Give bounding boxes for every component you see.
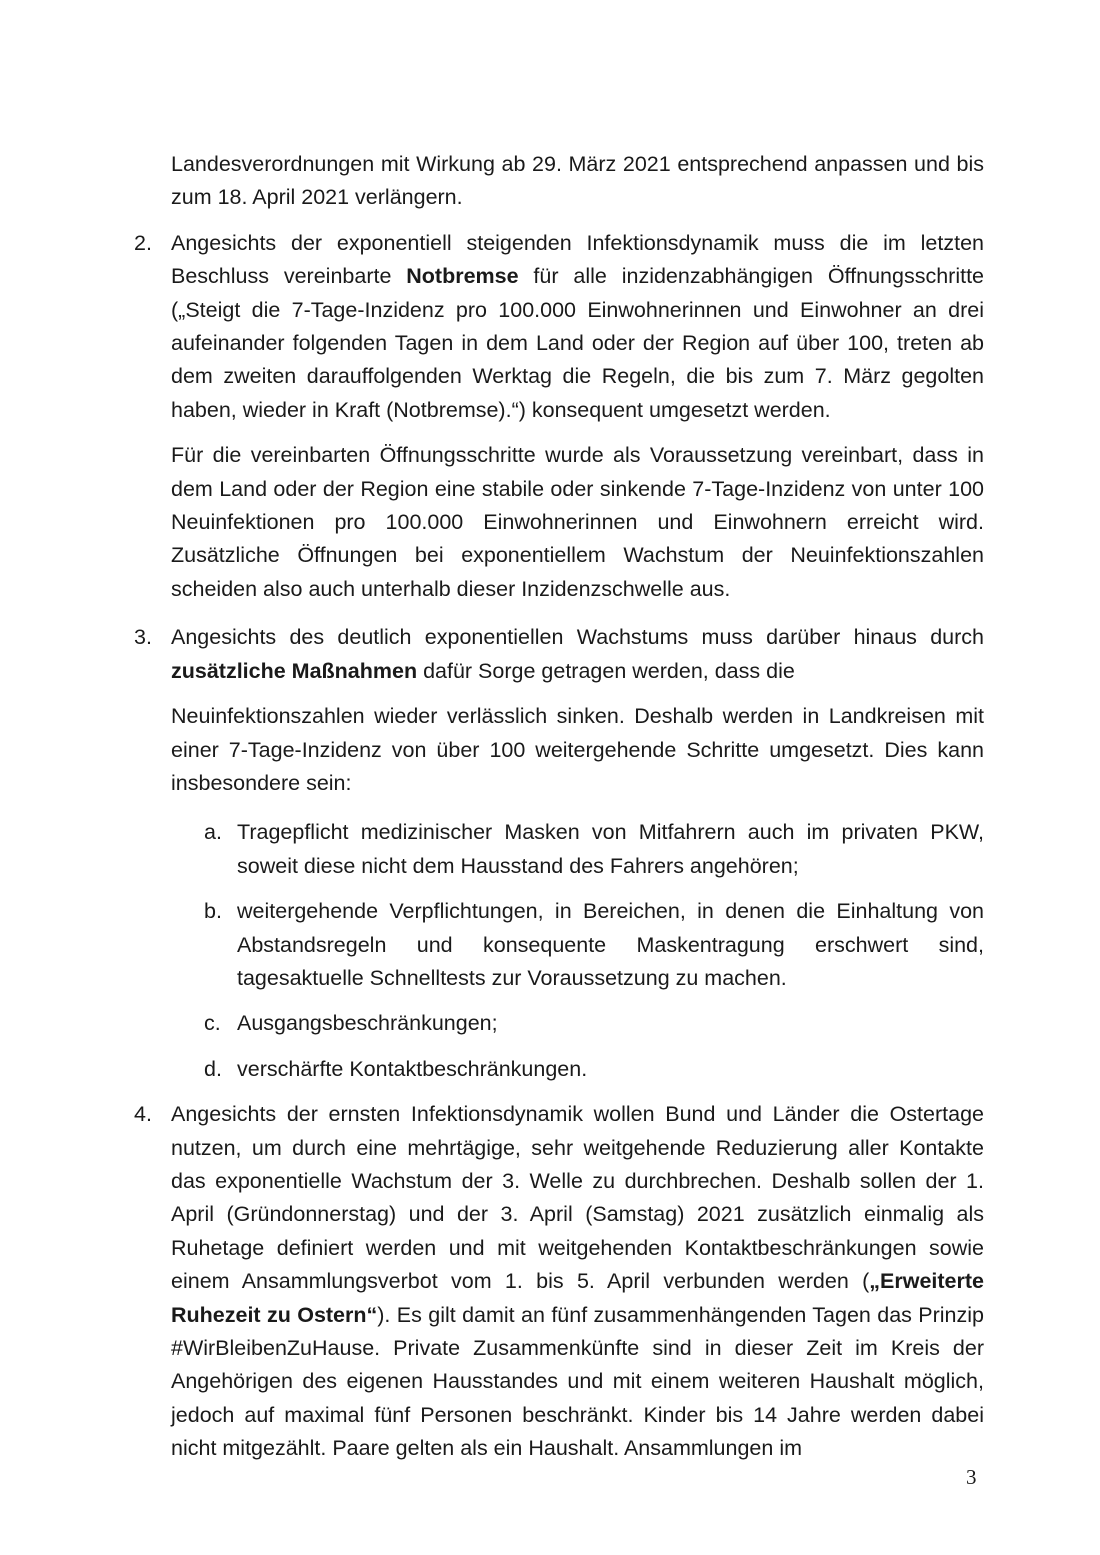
list-item-4: [134, 1098, 984, 1465]
zusaetzliche-massnahmen-bold: zusätzliche Maßnahmen: [171, 658, 418, 683]
item-2-text-1: Angesichts der exponentiell steigenden Infektionsdynamik muss die im letzten Beschluss vereinbarte: [171, 230, 984, 289]
item-3-paragraph-2: Neuinfektionszahlen wieder verlässlich sinken. Deshalb werden in Landkreisen mit einer 7-Tage-Inzidenz von über 100 weitergehende Schritte umgesetzt. Dies kann insbesondere sein:: [171, 704, 984, 795]
erweiterte-ruhezeit-bold: „Erweiterte Ruhezeit zu Ostern“: [171, 1269, 984, 1327]
item-3-paragraph: [171, 621, 984, 688]
sub-item-text: Tragepflicht medizinischer Masken von Mitfahrern auch im privaten PKW, soweit diese nicht dem Hausstand des Fahrers angehören;: [237, 820, 984, 878]
sub-item-text: weitergehende Verpflichtungen, in Bereichen, in denen die Einhaltung von Abstandsregeln und konsequente Maskentragung erschwert sind, tagesaktuelle Schnelltests zur Voraussetzung zu machen.: [237, 899, 984, 990]
item-4-text-2: ). Es gilt damit an fünf zusammenhängenden Tagen das Prinzip #WirBleibenZuHause. Private Zusammenkünfte sind in dieser Zeit im Kreis der Angehörigen des eigenen Hausstandes und mit einem weiteren Haushalt möglich, jedoch auf maximal fünf Personen beschränkt. Kinder bis 14 Jahre werden dabei nicht mitgezählt. Paare gelten als ein Haushalt. Ansammlungen im: [171, 1302, 984, 1461]
item-4-text-1: Angesichts der ernsten Infektionsdynamik wollen Bund und Länder die Ostertage nutzen, um durch eine mehrtägige, sehr weitgehende Reduzierung aller Kontakte das exponentielle Wachstum der 3. Welle zu durchbrechen. Deshalb sollen der 1. April (Gründonnerstag) und der 3. April (Samstag) 2021 zusätzlich einmalig als Ruhetage definiert werden und mit weitgehenden Kontaktbeschränkungen sowie einem Ansammlungsverbot vom 1. bis 5. April verbunden werden (: [171, 1102, 984, 1294]
page-content: [134, 148, 984, 1466]
sub-item-letter: b.: [204, 899, 222, 924]
item-3-text-2: dafür Sorge getragen werden, dass die: [417, 658, 795, 683]
item-number: 2.: [134, 230, 152, 255]
item-2-paragraph-2: Für die vereinbarten Öffnungsschritte wurde als Voraussetzung vereinbart, dass in dem Land oder der Region eine stabile oder sinkende 7-Tage-Inzidenz von unter 100 Neuinfektionen pro 100.000 Einwohnerinnen und Einwohnern erreicht wird. Zusätzliche Öffnungen bei exponentiellem Wachstum der Neuinfektionszahlen scheiden also auch unterhalb dieser Inzidenzschwelle aus.: [171, 443, 984, 601]
sub-item-c: [204, 1007, 984, 1040]
sub-item-b: [204, 895, 984, 995]
item-2-paragraph: [171, 227, 984, 427]
page-number: 3: [966, 1465, 977, 1489]
sub-item-text: verschärfte Kontaktbeschränkungen.: [237, 1056, 588, 1081]
item-4-paragraph: [171, 1098, 984, 1465]
sub-item-text: Ausgangsbeschränkungen;: [237, 1011, 498, 1036]
sub-item-letter: c.: [204, 1011, 221, 1036]
item-2-text-2: für alle inzidenzabhängigen Öffnungsschritte („Steigt die 7-Tage-Inzidenz pro 100.000 Einwohnerinnen und Einwohner an drei aufeinander folgenden Tagen in dem Land oder der Region auf über 100, treten ab dem zweiten darauffolgenden Werktag die Regeln, die bis zum 7. März gegolten haben, wieder in Kraft (Notbremse).“) konsequent umgesetzt werden.: [171, 264, 984, 422]
sub-item-a: [204, 816, 984, 883]
item-number: 3.: [134, 625, 152, 650]
item-3-text-1: Angesichts des deutlich exponentiellen Wachstums muss darüber hinaus durch: [171, 625, 984, 650]
continuation-paragraph: Landesverordnungen mit Wirkung ab 29. März 2021 entsprechend anpassen und bis zum 18. April 2021 verlängern.: [171, 152, 984, 210]
sub-item-letter: a.: [204, 820, 222, 845]
sub-item-letter: d.: [204, 1056, 222, 1081]
list-item-3: [134, 621, 984, 1086]
item-number: 4.: [134, 1102, 152, 1127]
notbremse-bold: Notbremse: [406, 264, 519, 289]
sub-item-d: [204, 1053, 984, 1086]
list-item-2: [134, 227, 984, 606]
